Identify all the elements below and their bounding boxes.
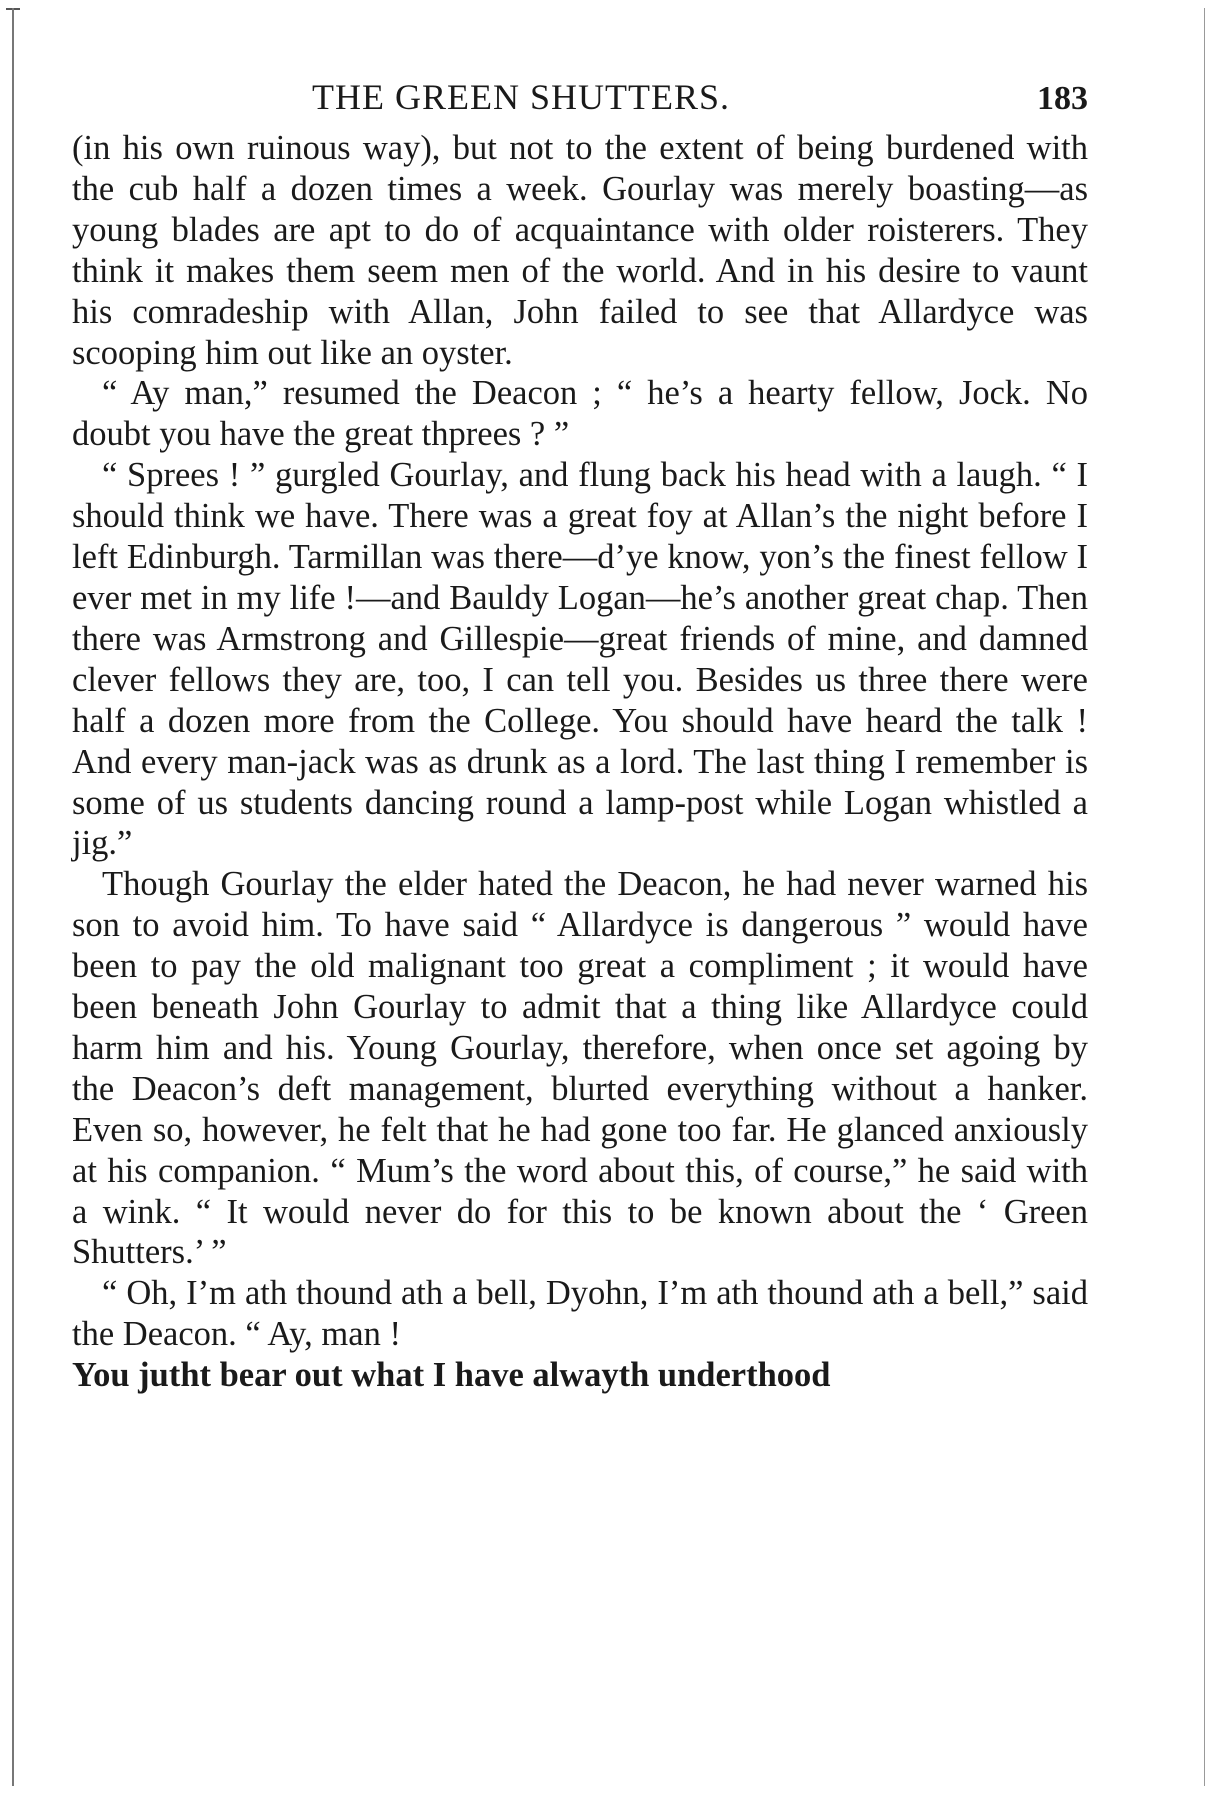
running-title: THE GREEN SHUTTERS. [312,77,730,117]
paragraph-4: Though Gourlay the elder hated the Deacon, he had never warned his son to avoid him. To have said “ Allardyce is dangerous ” would have been to pay the old malignant too great a compliment ; it would have been beneath John Gourlay to admit that a thing like Allardyce could harm him and his. Young Gourlay, therefore, when once set agoing by the Deacon’s deft management, blurted everything without a hanker. Even so, however, he felt that he had gone too far. He glanced anxiously at his companion. “ Mum’s the word about this, of course,” he said with a wink. “ It would never do for this to be known about the ‘ Green Shutters.’ ” [72,865,1088,1272]
last-line: You jutht bear out what I have alwayth underthood [72,1356,831,1395]
right-margin-rule [1204,8,1205,1786]
running-head [72,72,1088,122]
paragraph-1: (in his own ruinous way), but not to the extent of being burdened with the cub half a dozen times a week. Gourlay was merely boasting—as young blades are apt to do of acquaintance with older roisterers. They think it makes them seem men of the world. And in his desire to vaunt his comradeship with Allan, John failed to see that Allardyce was scooping him out like an oyster. [72,129,1088,372]
left-margin-rule [12,8,14,1786]
paragraph-5: “ Oh, I’m ath thound ath a bell, Dyohn, I’m ath thound ath a bell,” said the Deacon. “ Ay, man ! [72,1274,1088,1354]
paragraph-2: “ Ay man,” resumed the Deacon ; “ he’s a hearty fellow, Jock. No doubt you have the great thprees ? ” [72,374,1088,454]
paragraph-3: “ Sprees ! ” gurgled Gourlay, and flung back his head with a laugh. “ I should think we have. There was a great foy at Allan’s the night before I left Edinburgh. Tarmillan was there—d’ye know, yon’s the finest fellow I ever met in my life !—and Bauldy Logan—he’s another great chap. Then there was Armstrong and Gillespie—great friends of mine, and damned clever fellows they are, too, I can tell you. Besides us three there were half a dozen more from the College. You should have heard the talk ! And every man-jack was as drunk as a lord. The last thing I remember is some of us students dancing round a lamp-post while Logan whistled a jig.” [72,456,1088,863]
body-text [72,128,1088,1396]
page-number: 183 [1037,80,1088,117]
book-page [72,72,1088,1396]
